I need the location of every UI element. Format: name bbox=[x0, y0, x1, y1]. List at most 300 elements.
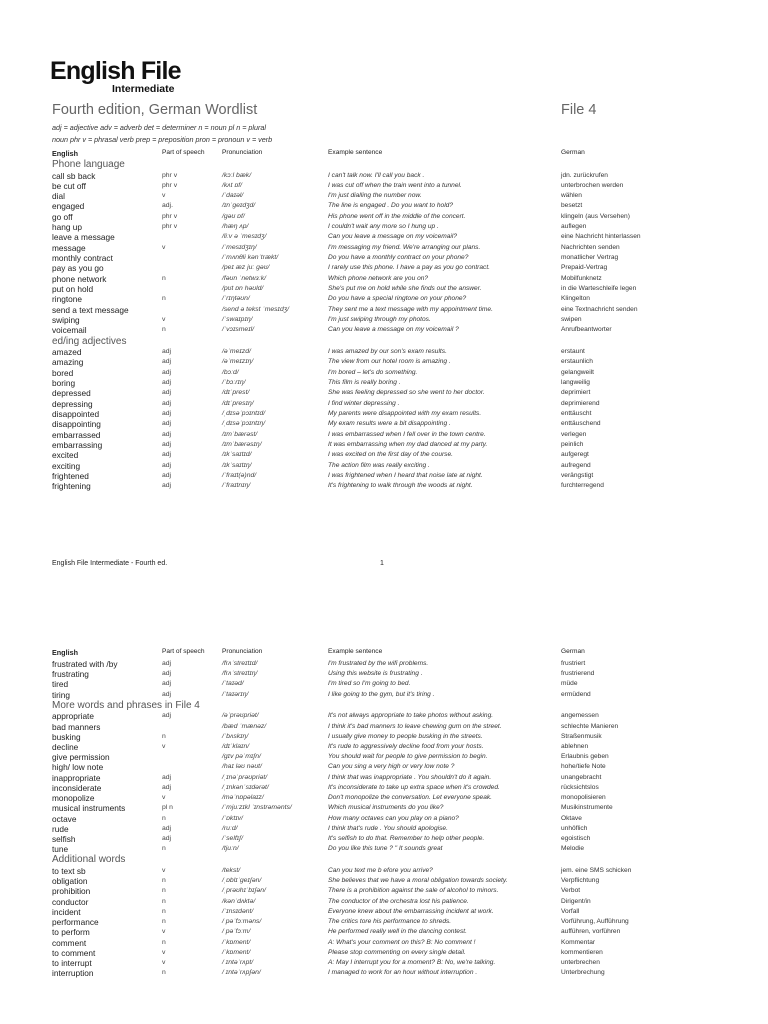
table-row bbox=[0, 357, 768, 367]
english-word: exciting bbox=[52, 460, 81, 471]
english-word: bored bbox=[52, 367, 74, 378]
german-translation: frustriert bbox=[561, 660, 586, 667]
part-of-speech: v bbox=[162, 794, 166, 802]
part-of-speech: v bbox=[162, 743, 166, 751]
pronunciation: / pəˈfɔːməns/ bbox=[222, 918, 262, 926]
pronunciation: /əˈprəʊpriət/ bbox=[222, 712, 259, 720]
example-sentence: I was frightened when I heard that noise late at night. bbox=[328, 471, 483, 479]
german-translation: Verbot bbox=[561, 887, 581, 895]
english-word: amazed bbox=[52, 347, 82, 358]
col-pos: Part of speech bbox=[162, 648, 205, 655]
pronunciation: /ˌɪnkənˈsɪdərət/ bbox=[222, 783, 269, 791]
part-of-speech: adj bbox=[162, 461, 172, 469]
pronunciation: /ˈtaɪəd/ bbox=[222, 680, 244, 688]
table-row bbox=[0, 440, 768, 450]
english-word: disappointing bbox=[52, 419, 101, 430]
example-sentence: I'm messaging my friend. We're arranging our plans. bbox=[328, 243, 481, 251]
example-sentence: The action film was really exciting . bbox=[328, 461, 430, 469]
example-sentence: I was cut off when the train went into a tunnel. bbox=[328, 181, 462, 189]
example-sentence: Can you leave a message on my voicemail? bbox=[328, 233, 458, 241]
table-row bbox=[0, 399, 768, 409]
example-sentence: I'm just dialling the number now. bbox=[328, 192, 422, 200]
pronunciation: /ˌprəʊhɪˈbɪʃən/ bbox=[222, 887, 266, 895]
part-of-speech: n bbox=[162, 814, 166, 822]
table-row bbox=[0, 222, 768, 232]
example-sentence: A: May I interrupt you for a moment? B: No, we're talking. bbox=[328, 958, 496, 966]
german-translation: monopolisieren bbox=[561, 794, 606, 802]
part-of-speech: v bbox=[162, 315, 166, 323]
part-of-speech: adj bbox=[162, 680, 172, 688]
table-row bbox=[0, 368, 768, 378]
col-pron: Pronunciation bbox=[222, 648, 263, 655]
english-word: phone network bbox=[52, 273, 107, 284]
pronunciation: /ˈɪnsɪdənt/ bbox=[222, 907, 254, 915]
example-sentence: I was excited on the first day of the course. bbox=[328, 451, 453, 459]
table-row bbox=[0, 773, 768, 783]
example-sentence: My exam results were a bit disappointing . bbox=[328, 420, 451, 428]
english-word: to interrupt bbox=[52, 957, 92, 968]
german-translation: swipen bbox=[561, 315, 582, 323]
english-word: high/ low note bbox=[52, 762, 104, 773]
part-of-speech: n bbox=[162, 326, 166, 334]
pronunciation: /ˈbʌskɪŋ/ bbox=[222, 732, 249, 740]
pronunciation: /ˈmʌnθli kənˈtrækt/ bbox=[222, 254, 279, 262]
part-of-speech: adj bbox=[162, 430, 172, 438]
pronunciation: /ˈfraɪtnɪŋ/ bbox=[222, 482, 251, 490]
example-sentence: It was embarrassing when my dad danced at my party. bbox=[328, 441, 488, 448]
english-word: inappropriate bbox=[52, 772, 101, 783]
german-translation: in die Warteschleife legen bbox=[561, 285, 637, 293]
german-translation: aufgeregt bbox=[561, 451, 589, 459]
english-word: monthly contract bbox=[52, 253, 113, 264]
english-word: busking bbox=[52, 731, 81, 742]
example-sentence: They sent me a text message with my appointment time. bbox=[328, 305, 493, 313]
part-of-speech: n bbox=[162, 897, 166, 905]
german-translation: kommentieren bbox=[561, 948, 603, 956]
table-row bbox=[0, 481, 768, 491]
part-of-speech: n bbox=[162, 295, 166, 303]
german-translation: Melodie bbox=[561, 845, 585, 853]
german-translation: Vorführung, Aufführung bbox=[561, 918, 629, 926]
table-row bbox=[0, 212, 768, 222]
pronunciation: /kənˈdʌktə/ bbox=[222, 897, 256, 905]
english-word: frustrating bbox=[52, 669, 89, 680]
table-row bbox=[0, 315, 768, 325]
part-of-speech: adj bbox=[162, 690, 172, 698]
table-row bbox=[0, 471, 768, 481]
german-translation: besetzt bbox=[561, 202, 583, 210]
example-sentence: The critics tore his performance to shreds. bbox=[328, 918, 452, 926]
example-sentence: A: What's your comment on this? B: No comment ! bbox=[328, 938, 476, 946]
table-row bbox=[0, 876, 768, 886]
table-row bbox=[0, 181, 768, 191]
part-of-speech: v bbox=[162, 192, 166, 200]
table-row bbox=[0, 866, 768, 876]
english-word: swiping bbox=[52, 314, 80, 325]
example-sentence: I think that was inappropriate . You shouldn't do it again. bbox=[328, 773, 492, 781]
german-translation: wählen bbox=[561, 192, 582, 200]
table-row bbox=[0, 325, 768, 335]
part-of-speech: n bbox=[162, 845, 166, 853]
example-sentence: I like going to the gym, but it's tiring . bbox=[328, 690, 435, 698]
pronunciation: /ɪkˈsaɪtɪŋ/ bbox=[222, 461, 252, 469]
pronunciation: /liːv ə ˈmesɪdʒ/ bbox=[222, 233, 267, 241]
table-row bbox=[0, 284, 768, 294]
german-translation: aufregend bbox=[561, 461, 591, 469]
pronunciation: / pəˈfɔːm/ bbox=[222, 928, 251, 936]
table-row bbox=[0, 201, 768, 211]
german-translation: egoistisch bbox=[561, 835, 591, 843]
example-sentence: I'm bored – let's do something. bbox=[328, 368, 418, 376]
part-of-speech: adj. bbox=[162, 202, 173, 210]
english-word: obligation bbox=[52, 876, 88, 887]
pronunciation: /frʌˈstreɪtɪd/ bbox=[222, 660, 258, 667]
part-of-speech: n bbox=[162, 887, 166, 895]
part-of-speech: adj bbox=[162, 783, 172, 791]
example-sentence: Everyone knew about the embarrassing incident at work. bbox=[328, 907, 494, 915]
german-translation: enttäuscht bbox=[561, 410, 592, 418]
english-word: depressed bbox=[52, 388, 91, 399]
german-translation: eine Nachricht hinterlassen bbox=[561, 233, 641, 241]
german-translation: aufführen, vorführen bbox=[561, 928, 621, 936]
part-of-speech: pl n bbox=[162, 804, 173, 812]
german-translation: ermüdend bbox=[561, 690, 591, 698]
table-row bbox=[0, 378, 768, 388]
example-sentence: Can you sing a very high or very low note ? bbox=[328, 763, 455, 771]
table-row bbox=[0, 803, 768, 813]
col-english: English bbox=[52, 149, 78, 158]
german-translation: jdn. zurückrufen bbox=[561, 171, 608, 179]
section-heading: Additional words bbox=[52, 854, 126, 866]
english-word: ringtone bbox=[52, 294, 82, 305]
example-sentence: I was embarrassed when I fell over in the town centre. bbox=[328, 430, 486, 438]
pronunciation: /gɪv pəˈmɪʃn/ bbox=[222, 753, 261, 761]
col-german: German bbox=[561, 149, 585, 156]
pronunciation: /ˈdaɪəl/ bbox=[222, 192, 244, 200]
english-word: performance bbox=[52, 917, 99, 928]
table-row bbox=[0, 669, 768, 679]
german-translation: Vorfall bbox=[561, 907, 580, 915]
table-row bbox=[0, 690, 768, 700]
pronunciation: /ˌdɪsəˈpɔɪntɪŋ/ bbox=[222, 420, 266, 428]
english-word: boring bbox=[52, 378, 76, 389]
pronunciation: /dɪˈpresɪŋ/ bbox=[222, 399, 254, 407]
german-translation: unterbrechen bbox=[561, 958, 600, 966]
german-translation: müde bbox=[561, 680, 578, 688]
german-translation: unhöflich bbox=[561, 824, 588, 832]
english-word: inconsiderate bbox=[52, 782, 102, 793]
table-row bbox=[0, 253, 768, 263]
example-sentence: Do you have a monthly contract on your phone? bbox=[328, 254, 469, 262]
table-row bbox=[0, 191, 768, 201]
pronunciation: /ˌɒblɪˈgeɪʃən/ bbox=[222, 877, 262, 885]
table-row bbox=[0, 430, 768, 440]
english-word: to text sb bbox=[52, 865, 86, 876]
part-of-speech: v bbox=[162, 948, 166, 956]
example-sentence: It's not always appropriate to take photos without asking. bbox=[328, 712, 494, 720]
pronunciation: /ˈkɒment/ bbox=[222, 948, 251, 956]
section-heading: ed/ing adjectives bbox=[52, 335, 127, 347]
english-word: dial bbox=[52, 191, 65, 202]
example-sentence: I think it's bad manners to leave chewing gum on the street. bbox=[328, 722, 502, 730]
example-sentence: I rarely use this phone. I have a pay as you go contract. bbox=[328, 264, 491, 272]
english-word: give permission bbox=[52, 752, 110, 763]
german-translation: verlegen bbox=[561, 430, 587, 438]
german-translation: frustrierend bbox=[561, 670, 595, 678]
german-translation: Verpflichtung bbox=[561, 877, 600, 885]
pronunciation: /bæd ˈmænəz/ bbox=[222, 722, 267, 730]
example-sentence: Don't monopolize the conversation. Let everyone speak. bbox=[328, 794, 493, 802]
part-of-speech: adj bbox=[162, 368, 172, 376]
pronunciation: /ˌɪnəˈprəʊpriət/ bbox=[222, 773, 268, 781]
english-word: depressing bbox=[52, 398, 93, 409]
table-row bbox=[0, 897, 768, 907]
german-translation: rücksichtslos bbox=[561, 783, 599, 791]
german-translation: Kommentar bbox=[561, 938, 596, 946]
english-word: to perform bbox=[52, 927, 90, 938]
english-word: embarrassing bbox=[52, 440, 103, 450]
pronunciation: /ˈvɔɪsmeɪl/ bbox=[222, 326, 255, 334]
example-sentence: She was feeling depressed so she went to her doctor. bbox=[328, 389, 485, 397]
example-sentence: You should wait for people to give permission to begin. bbox=[328, 753, 488, 761]
german-translation: erstaunlich bbox=[561, 358, 593, 366]
example-sentence: The conductor of the orchestra lost his patience. bbox=[328, 897, 469, 905]
part-of-speech: n bbox=[162, 907, 166, 915]
abbreviations-line-1: adj = adjective adv = adverb det = determiner n = noun pl n = plural bbox=[52, 123, 266, 132]
german-translation: auflegen bbox=[561, 223, 587, 231]
german-translation: furchterregend bbox=[561, 482, 604, 490]
pronunciation: /dɪˈprest/ bbox=[222, 389, 250, 397]
german-translation: deprimiert bbox=[561, 389, 591, 397]
part-of-speech: adj bbox=[162, 471, 172, 479]
pronunciation: /ˈtaɪərɪŋ/ bbox=[222, 690, 249, 698]
table-row bbox=[0, 762, 768, 772]
part-of-speech: phr v bbox=[162, 181, 178, 189]
part-of-speech: adj bbox=[162, 660, 172, 667]
pronunciation: /ɪkˈsaɪtɪd/ bbox=[222, 451, 252, 459]
part-of-speech: n bbox=[162, 969, 166, 977]
german-translation: angemessen bbox=[561, 712, 599, 720]
table-row bbox=[0, 171, 768, 181]
example-sentence: There is a prohibition against the sale of alcohol to minors. bbox=[328, 887, 499, 895]
english-word: be cut off bbox=[52, 180, 86, 191]
english-word: voicemail bbox=[52, 325, 87, 336]
table-row bbox=[0, 305, 768, 315]
german-translation: peinlich bbox=[561, 441, 584, 448]
english-word: put on hold bbox=[52, 284, 94, 295]
pronunciation: /ˈmesɪdʒɪŋ/ bbox=[222, 243, 257, 251]
footer-title: English File Intermediate - Fourth ed. bbox=[52, 560, 168, 567]
english-word: interruption bbox=[52, 968, 94, 979]
part-of-speech: v bbox=[162, 243, 166, 251]
part-of-speech: adj bbox=[162, 399, 172, 407]
german-translation: Oktave bbox=[561, 814, 582, 822]
german-translation: enttäuschend bbox=[561, 420, 601, 428]
logo-title: English File bbox=[50, 57, 181, 85]
pronunciation: /fəʊn ˈnetwɜːk/ bbox=[222, 274, 267, 282]
pronunciation: /tjuːn/ bbox=[222, 845, 239, 853]
english-word: frightening bbox=[52, 481, 91, 492]
english-word: prohibition bbox=[52, 886, 91, 897]
example-sentence: Which musical instruments do you like? bbox=[328, 804, 444, 812]
english-word: decline bbox=[52, 742, 79, 753]
part-of-speech: adj bbox=[162, 379, 172, 387]
part-of-speech: adj bbox=[162, 420, 172, 428]
table-row bbox=[0, 834, 768, 844]
table-row bbox=[0, 752, 768, 762]
table-row bbox=[0, 927, 768, 937]
english-word: octave bbox=[52, 813, 77, 824]
part-of-speech: adj bbox=[162, 482, 172, 490]
table-row bbox=[0, 450, 768, 460]
english-word: conductor bbox=[52, 896, 89, 907]
table-row bbox=[0, 917, 768, 927]
table-row bbox=[0, 886, 768, 896]
english-word: embarrassed bbox=[52, 429, 101, 440]
table-row bbox=[0, 232, 768, 242]
section-heading: Phone language bbox=[52, 159, 125, 170]
german-translation: Nachrichten senden bbox=[561, 243, 620, 251]
part-of-speech: n bbox=[162, 274, 166, 282]
abbreviations-line-2: noun phr v = phrasal verb prep = preposition pron = pronoun v = verb bbox=[52, 135, 273, 144]
german-translation: Klingelton bbox=[561, 295, 590, 303]
pronunciation: /frʌˈstreɪtɪŋ/ bbox=[222, 670, 258, 678]
english-word: send a text message bbox=[52, 304, 129, 315]
english-word: tune bbox=[52, 844, 69, 855]
table-row bbox=[0, 938, 768, 948]
english-word: monopolize bbox=[52, 793, 95, 804]
example-sentence: Do you have a special ringtone on your phone? bbox=[328, 295, 467, 303]
example-sentence: The line is engaged . Do you want to hold? bbox=[328, 202, 453, 210]
english-word: to comment bbox=[52, 947, 96, 958]
example-sentence: The view from our hotel room is amazing . bbox=[328, 358, 451, 366]
german-translation: Unterbrechung bbox=[561, 969, 605, 977]
english-word: musical instruments bbox=[52, 803, 126, 814]
english-word: selfish bbox=[52, 834, 76, 845]
table-row bbox=[0, 388, 768, 398]
german-translation: deprimierend bbox=[561, 399, 600, 407]
page-number: 1 bbox=[380, 560, 384, 567]
pronunciation: /haɪ ləʊ nəʊt/ bbox=[222, 763, 262, 771]
example-sentence: It's rude to aggressively decline food from your hosts. bbox=[328, 743, 484, 751]
part-of-speech: adj bbox=[162, 835, 172, 843]
english-word: tiring bbox=[52, 689, 70, 700]
example-sentence: Do you like this tune ? " It sounds great bbox=[328, 845, 443, 853]
table-row bbox=[0, 844, 768, 854]
table-row bbox=[0, 824, 768, 834]
col-example: Example sentence bbox=[328, 149, 383, 156]
page-title: Fourth edition, German Wordlist bbox=[52, 102, 258, 118]
pronunciation: /əˈmeɪzd/ bbox=[222, 348, 251, 356]
table-row bbox=[0, 659, 768, 669]
table-row bbox=[0, 968, 768, 978]
example-sentence: He performed really well in the dancing contest. bbox=[328, 928, 467, 936]
example-sentence: It's selfish to do that. Remember to help other people. bbox=[328, 835, 485, 843]
table-row bbox=[0, 722, 768, 732]
table-row bbox=[0, 679, 768, 689]
pronunciation: / ɪntəˈrʌpt/ bbox=[222, 958, 254, 966]
german-translation: Straßenmusik bbox=[561, 732, 602, 740]
col-pron: Pronunciation bbox=[222, 149, 263, 156]
english-word: frustrated with /by bbox=[52, 659, 118, 669]
example-sentence: I think that's rude . You should apologise. bbox=[328, 824, 448, 832]
german-translation: Musikinstrumente bbox=[561, 804, 613, 812]
english-word: incident bbox=[52, 906, 81, 917]
pronunciation: /peɪ æz juː gəʊ/ bbox=[222, 264, 270, 272]
part-of-speech: n bbox=[162, 732, 166, 740]
col-pos: Part of speech bbox=[162, 149, 205, 156]
english-word: message bbox=[52, 242, 86, 253]
example-sentence: I'm frustrated by the wifi problems. bbox=[328, 660, 429, 667]
english-word: disappointed bbox=[52, 409, 100, 420]
table-row bbox=[0, 243, 768, 253]
pronunciation: /ˈmjuːzɪkl ˈɪnstrəmənts/ bbox=[222, 804, 292, 812]
section-heading: More words and phrases in File 4 bbox=[52, 699, 200, 711]
part-of-speech: n bbox=[162, 918, 166, 926]
english-word: call sb back bbox=[52, 170, 96, 181]
pronunciation: /hæŋ ʌp/ bbox=[222, 223, 249, 231]
example-sentence: I find winter depressing . bbox=[328, 399, 400, 407]
pronunciation: /məˈnɒpəlaɪz/ bbox=[222, 794, 264, 802]
example-sentence: It's frightening to walk through the woods at night. bbox=[328, 482, 473, 490]
german-translation: Mobilfunknetz bbox=[561, 274, 602, 282]
pronunciation: /ruːd/ bbox=[222, 824, 238, 832]
col-example: Example sentence bbox=[328, 648, 383, 655]
part-of-speech: n bbox=[162, 877, 166, 885]
part-of-speech: phr v bbox=[162, 171, 178, 179]
german-translation: unangebracht bbox=[561, 773, 602, 781]
table-row bbox=[0, 783, 768, 793]
pronunciation: /ɪmˈbærəst/ bbox=[222, 430, 258, 438]
pronunciation: /kʌt ɒf/ bbox=[222, 181, 243, 189]
part-of-speech: phr v bbox=[162, 223, 178, 231]
german-translation: Anrufbeantworter bbox=[561, 326, 612, 334]
col-english: English bbox=[52, 648, 78, 657]
table-header bbox=[0, 648, 768, 659]
example-sentence: His phone went off in the middle of the concert. bbox=[328, 212, 466, 220]
english-word: rude bbox=[52, 823, 69, 834]
pronunciation: /send ə tekst ˈmesɪdʒ/ bbox=[222, 305, 290, 313]
wordlist-page-2 bbox=[0, 640, 768, 1024]
pronunciation: /ˈkɒment/ bbox=[222, 938, 251, 946]
pronunciation: /pʊt ɒn həʊld/ bbox=[222, 285, 264, 293]
german-translation: Prepaid-Vertrag bbox=[561, 264, 608, 272]
part-of-speech: adj bbox=[162, 410, 172, 418]
pronunciation: /bɔːd/ bbox=[222, 368, 239, 376]
pronunciation: /kɔːl bæk/ bbox=[222, 171, 252, 179]
part-of-speech: adj bbox=[162, 389, 172, 397]
file-number: File 4 bbox=[561, 102, 597, 118]
english-word: bad manners bbox=[52, 721, 101, 732]
german-translation: Dirigent/in bbox=[561, 897, 591, 905]
table-row bbox=[0, 711, 768, 721]
german-translation: monatlicher Vertrag bbox=[561, 254, 619, 262]
part-of-speech: adj bbox=[162, 773, 172, 781]
german-translation: Erlaubnis geben bbox=[561, 753, 609, 761]
english-word: engaged bbox=[52, 201, 85, 212]
part-of-speech: adj bbox=[162, 358, 172, 366]
example-sentence: I couldn't wait any more so I hung up . bbox=[328, 223, 439, 231]
pronunciation: /ˈswaɪpɪŋ/ bbox=[222, 315, 253, 323]
english-word: go off bbox=[52, 211, 73, 222]
english-word: frightened bbox=[52, 470, 89, 481]
example-sentence: I managed to work for an hour without interruption . bbox=[328, 969, 478, 977]
pronunciation: /ˈɒktɪv/ bbox=[222, 814, 243, 822]
pronunciation: /ˈrɪŋtəʊn/ bbox=[222, 295, 250, 303]
part-of-speech: v bbox=[162, 928, 166, 936]
pronunciation: /gəʊ ɒf/ bbox=[222, 212, 245, 220]
english-word: tired bbox=[52, 679, 69, 690]
